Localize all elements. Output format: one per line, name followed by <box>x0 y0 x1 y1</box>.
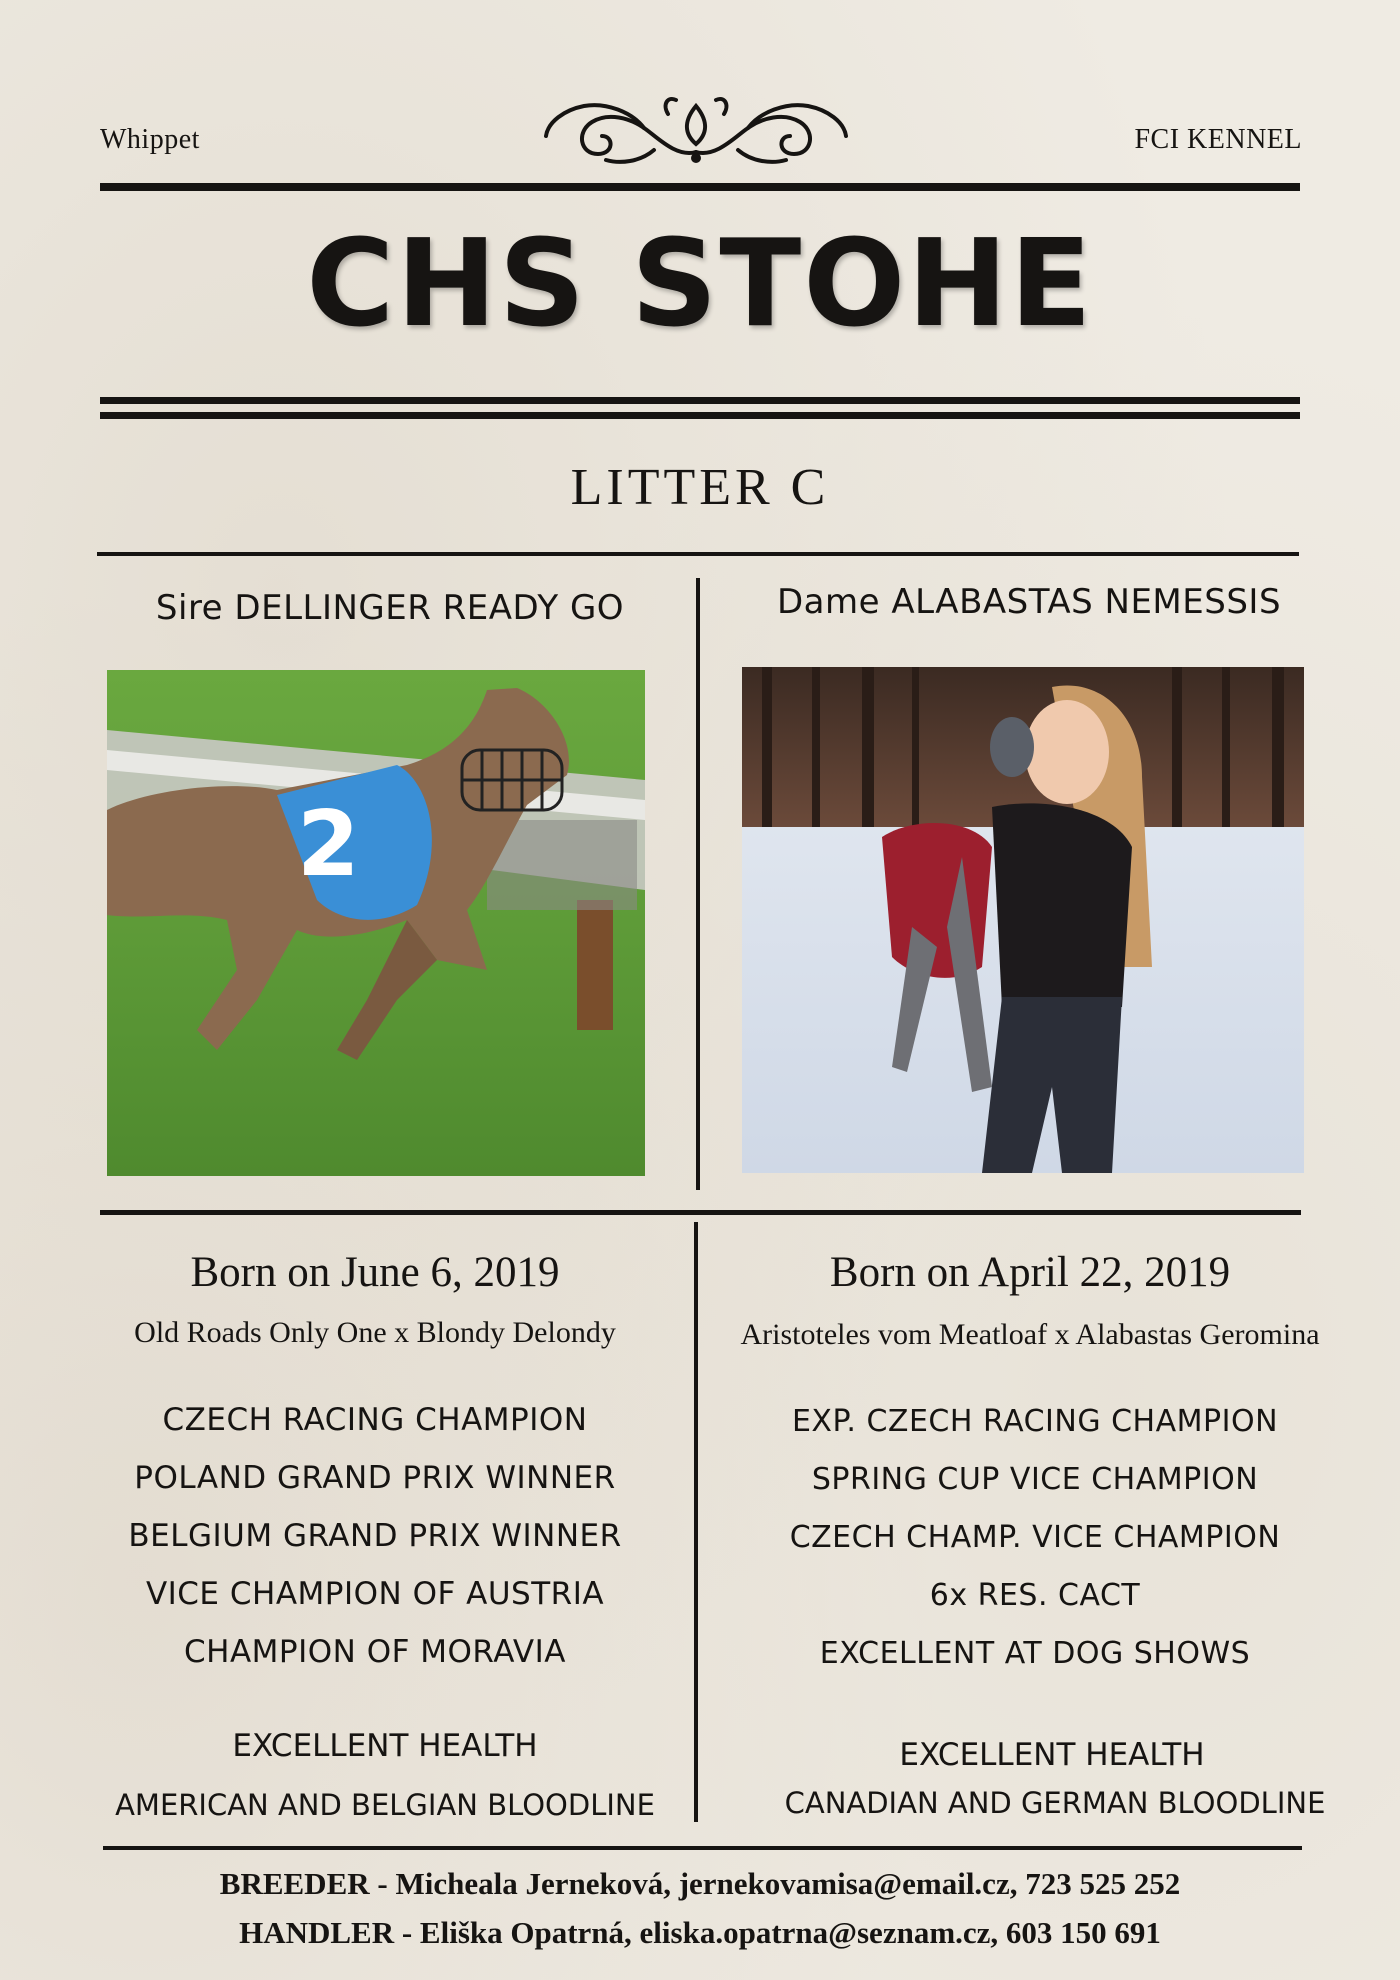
sire-titles <box>60 1391 690 1681</box>
dame-title: EXCELLENT AT DOG SHOWS <box>819 1636 1251 1671</box>
woman-holding-whippet-photo <box>742 667 1304 1173</box>
title-rule-upper <box>100 397 1300 404</box>
dame-birthdate: Born on April 22, 2019 <box>829 1249 1231 1296</box>
litter-heading: LITTER C <box>570 459 830 516</box>
dame-title: SPRING CUP VICE CHAMPION <box>811 1462 1259 1497</box>
dame-lineage: Aristoteles vom Meatloaf x Alabastas Geromina <box>740 1318 1320 1351</box>
mid-rule <box>100 1210 1301 1215</box>
litter-rule <box>97 552 1299 556</box>
dame-bloodline: CANADIAN AND GERMAN BLOODLINE <box>784 1786 1326 1820</box>
sire-title: CHAMPION OF MORAVIA <box>184 1634 566 1670</box>
sire-title: POLAND GRAND PRIX WINNER <box>134 1460 616 1496</box>
kennel-type-label: FCI KENNEL <box>1134 124 1302 155</box>
dame-titles <box>720 1393 1350 1683</box>
header-rule <box>100 183 1300 191</box>
dame-name: Dame ALABASTAS NEMESSIS <box>776 582 1282 622</box>
handler-contact: HANDLER - Eliška Opatrná, eliska.opatrna@seznam.cz, 603 150 691 <box>239 1915 1161 1950</box>
sire-name: Sire DELLINGER READY GO <box>155 588 625 628</box>
dame-title: EXP. CZECH RACING CHAMPION <box>791 1404 1279 1439</box>
racing-whippet-photo <box>107 670 645 1176</box>
footer-rule <box>103 1846 1302 1850</box>
upper-column-divider <box>696 578 700 1190</box>
breed-label: Whippet <box>100 124 200 155</box>
sire-title: CZECH RACING CHAMPION <box>162 1402 588 1438</box>
sire-birthdate: Born on June 6, 2019 <box>190 1249 560 1296</box>
sire-title: BELGIUM GRAND PRIX WINNER <box>128 1518 622 1554</box>
sire-health: EXCELLENT HEALTH <box>232 1728 538 1764</box>
svg-text:2: 2 <box>297 792 360 897</box>
dame-title: 6x RES. CACT <box>929 1578 1141 1613</box>
flourish-ornament-icon <box>536 92 856 170</box>
breeder-contact: BREEDER - Micheala Jerneková, jernekovamisa@email.cz, 723 525 252 <box>219 1866 1181 1901</box>
kennel-title: CHS STOHE <box>306 215 1094 354</box>
sire-title: VICE CHAMPION OF AUSTRIA <box>145 1576 605 1612</box>
dame-title: CZECH CHAMP. VICE CHAMPION <box>789 1520 1281 1555</box>
dame-health: EXCELLENT HEALTH <box>899 1737 1205 1773</box>
sire-lineage: Old Roads Only One x Blondy Delondy <box>134 1316 616 1349</box>
title-rule-lower <box>100 412 1300 419</box>
sire-bloodline: AMERICAN AND BELGIAN BLOODLINE <box>115 1788 655 1822</box>
